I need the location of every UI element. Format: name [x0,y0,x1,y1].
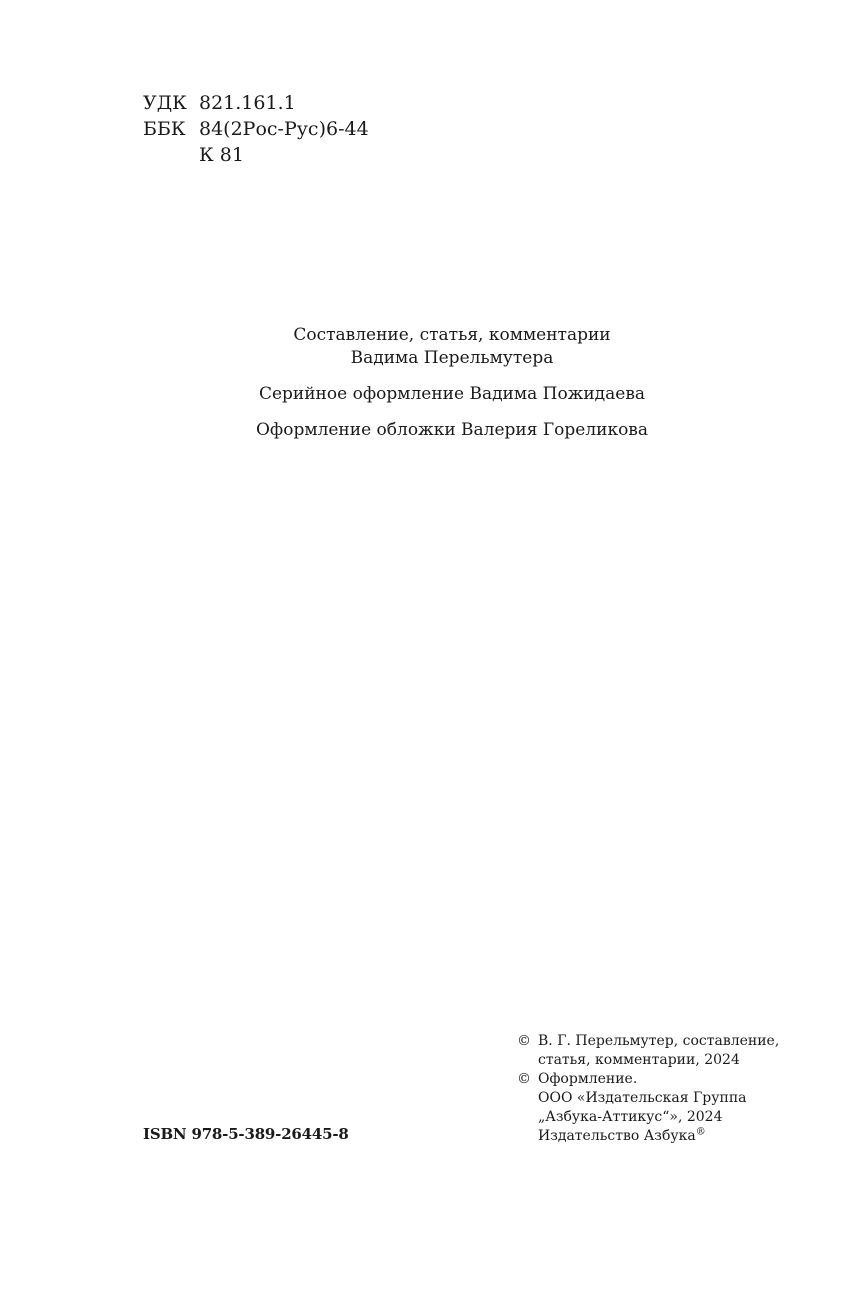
copyright-entry-2-line3: „Азбука-Аттикус“», 2024 [538,1109,723,1125]
copyright-entry-2-line4 [538,1127,706,1146]
udk-label: УДК [143,92,187,114]
copyright-indent [517,1127,538,1146]
cover-design-credit [0,419,856,442]
copyright-icon: © [517,1033,531,1049]
copyright-entry-2 [517,1070,779,1089]
author-mark-value: К 81 [199,144,244,166]
bbk-value: 84(2Рос-Рус)6-44 [199,118,369,140]
credits-block [0,324,856,455]
isbn-number: ISBN 978-5-389-26445-8 [143,1125,349,1143]
copyright-block [517,1032,779,1146]
cover-design-text: Оформление обложки Валерия Гореликова [255,420,649,440]
copyright-entry-1-line1: В. Г. Перельмутер, составление, [538,1033,780,1049]
bbk-label: ББК [143,118,186,140]
udk-row [143,90,369,116]
author-mark-row [143,142,369,168]
series-design-text: Серийное оформление Вадима Пожидаева [258,384,646,404]
copyright-icon: © [517,1071,531,1087]
copyright-entry-2-cont [517,1127,779,1146]
copyright-entry-1 [517,1032,779,1051]
copyright-indent [517,1089,538,1108]
copyright-entry-1-line2: статья, комментарии, 2024 [538,1052,740,1068]
copyright-indent [517,1108,538,1127]
copyright-entry-1-cont [517,1051,779,1070]
classification-block [143,90,369,168]
bbk-row [143,116,369,142]
copyright-entry-2-line1: Оформление. [538,1071,638,1087]
author-mark-label [143,142,199,168]
compiler-credit-line2: Вадима Перельмутера [350,348,554,368]
copyright-entry-2-cont [517,1108,779,1127]
udk-value: 821.161.1 [199,92,296,114]
registered-mark-icon: ® [695,1126,706,1138]
compiler-credit-line1: Составление, статья, комментарии [293,325,611,345]
copyright-entry-2-line2: ООО «Издательская Группа [538,1090,747,1106]
compiler-credit [0,324,856,370]
copyright-indent [517,1051,538,1070]
publisher-name: Издательство Азбука [538,1128,696,1144]
series-design-credit [0,383,856,406]
copyright-entry-2-cont [517,1089,779,1108]
